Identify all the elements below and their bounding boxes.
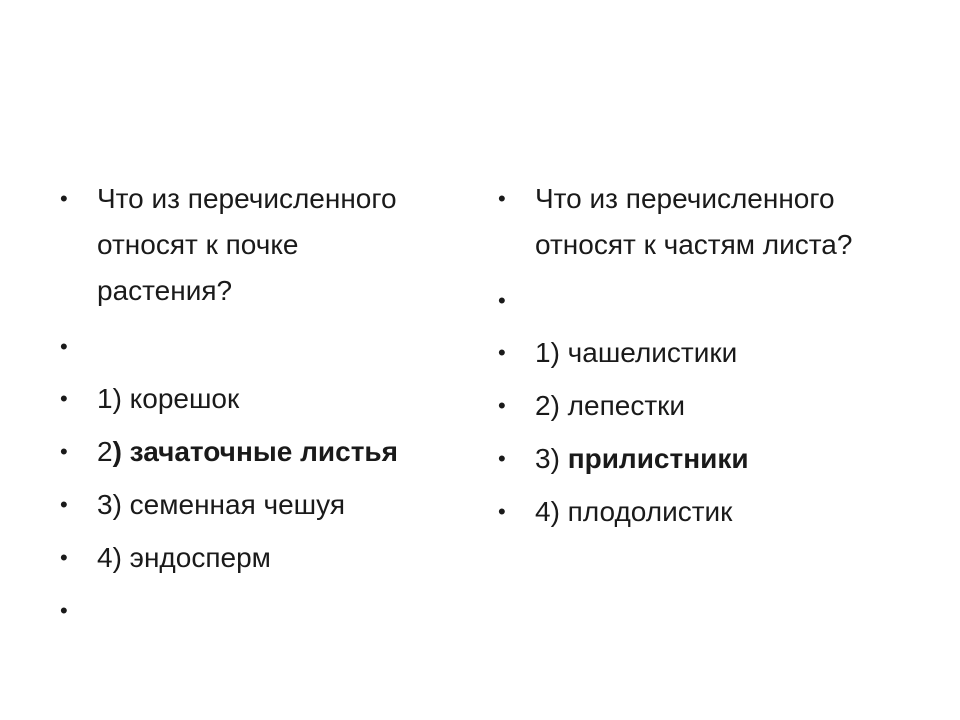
left-option-2 xyxy=(60,429,440,482)
bullet-icon: • xyxy=(60,492,68,517)
right-option-4 xyxy=(498,489,878,542)
left-option-1 xyxy=(60,376,440,429)
option-text: 3) семенная чешуя xyxy=(97,489,345,520)
option-text: 2) лепестки xyxy=(535,390,686,421)
option-text: 4) эндосперм xyxy=(97,542,271,573)
right-option-3 xyxy=(498,436,878,489)
bullet-icon: • xyxy=(498,499,506,524)
option-bold-text: прилистники xyxy=(567,443,749,474)
left-question-text: Что из перечисленного относят к почке растения? xyxy=(97,183,397,306)
right-option-1 xyxy=(498,330,878,383)
bullet-icon: • xyxy=(498,446,506,471)
left-empty-item-end xyxy=(60,588,440,630)
bullet-icon: • xyxy=(498,186,506,211)
right-option-2 xyxy=(498,383,878,436)
bullet-icon: • xyxy=(498,393,506,418)
left-empty-item xyxy=(60,324,440,366)
bullet-icon: • xyxy=(60,334,68,359)
option-text: 1) корешок xyxy=(97,383,240,414)
left-question-item xyxy=(60,176,440,314)
left-option-4 xyxy=(60,535,440,588)
bullet-icon: • xyxy=(498,340,506,365)
right-question-item xyxy=(498,176,878,268)
bullet-icon: • xyxy=(60,545,68,570)
bullet-icon: • xyxy=(498,288,506,313)
option-text: 2 xyxy=(97,436,113,467)
bullet-icon: • xyxy=(60,439,68,464)
left-column xyxy=(60,176,440,640)
right-column xyxy=(498,176,878,542)
left-option-3 xyxy=(60,482,440,535)
option-bold-text: ) зачаточные листья xyxy=(112,436,398,467)
bullet-icon: • xyxy=(60,186,68,211)
bullet-icon: • xyxy=(60,386,68,411)
right-empty-item xyxy=(498,278,878,320)
option-text: 4) плодолистик xyxy=(535,496,733,527)
right-question-text: Что из перечисленного относят к частям листа? xyxy=(535,183,853,260)
option-text: 1) чашелистики xyxy=(535,337,738,368)
right-bullet-list xyxy=(498,176,878,542)
left-bullet-list xyxy=(60,176,440,630)
bullet-icon: • xyxy=(60,598,68,623)
option-text: 3) xyxy=(535,443,568,474)
